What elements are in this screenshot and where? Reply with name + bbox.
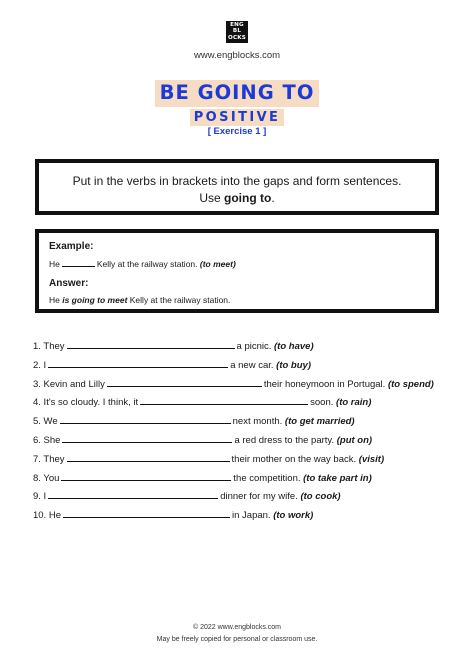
instructions-box <box>35 159 439 215</box>
exercise-after: the competition. <box>233 472 301 484</box>
answer-blank[interactable] <box>67 451 230 462</box>
example-before: He <box>49 259 60 269</box>
site-url[interactable]: www.engblocks.com <box>193 50 281 61</box>
exercise-item-5 <box>33 413 453 432</box>
example-sentence <box>49 258 435 269</box>
exercise-after: dinner for my wife. <box>220 491 298 503</box>
exercise-item-8 <box>33 470 453 489</box>
logo-line-3: OCKS <box>227 34 247 41</box>
exercise-before: 3. Kevin and Lilly <box>33 378 105 390</box>
subtitle-wrap <box>0 108 474 126</box>
logo-line-1: ENG <box>230 22 244 28</box>
exercise-item-10 <box>33 507 453 526</box>
exercise-verb: (put on) <box>336 434 373 446</box>
answer-blank[interactable] <box>48 357 228 368</box>
exercise-verb: (visit) <box>358 453 385 465</box>
exercise-verb: (to have) <box>274 341 314 352</box>
answer-blank[interactable] <box>48 488 218 499</box>
exercise-after: soon. <box>310 397 334 409</box>
exercise-verb: (to get married) <box>284 416 355 428</box>
page-title: BE GOING TO <box>155 80 320 107</box>
exercise-item-4 <box>33 394 453 413</box>
exercise-verb: (to work) <box>273 510 314 522</box>
exercise-before: 7. They <box>33 453 65 465</box>
exercise-after: a picnic. <box>236 341 272 352</box>
exercise-after: a new car. <box>230 359 274 371</box>
exercise-verb: (to rain) <box>336 397 372 409</box>
answer-bold: is going to meet <box>62 295 128 305</box>
exercise-before: 10. He <box>33 510 61 522</box>
instructions-prefix: Use <box>199 191 224 205</box>
logo-line-2: BL <box>232 28 242 35</box>
exercise-item-6 <box>33 432 453 451</box>
instructions-suffix: . <box>271 191 275 205</box>
exercise-item-9 <box>33 488 453 507</box>
answer-sentence <box>49 295 435 305</box>
example-verb: (to meet) <box>199 259 236 269</box>
title-wrap <box>0 80 474 107</box>
example-gap <box>62 258 95 267</box>
exercise-before: 4. It's so cloudy. I think, it <box>33 397 139 409</box>
exercise-before: 1. They <box>33 341 65 352</box>
exercise-item-1 <box>33 338 453 357</box>
exercise-item-3 <box>33 376 453 395</box>
page-subtitle: POSITIVE <box>190 109 285 126</box>
example-after: Kelly at the railway station. <box>96 259 198 269</box>
exercise-after: next month. <box>232 416 283 428</box>
engblocks-logo <box>226 21 248 43</box>
instructions-line-2 <box>39 190 435 207</box>
exercise-before: 5. We <box>33 416 58 428</box>
exercise-item-7 <box>33 451 453 470</box>
footer-note: May be freely copied for personal or classroom use. <box>156 636 318 643</box>
exercise-after: their honeymoon in Portugal. <box>263 378 386 390</box>
footer-copyright: © 2022 www.engblocks.com <box>192 624 282 631</box>
answer-blank[interactable] <box>60 413 231 424</box>
exercise-verb: (to take part in) <box>303 472 372 484</box>
example-label: Example: <box>49 241 94 252</box>
exercise-label: [ Exercise 1 ] <box>207 126 267 137</box>
exercise-after: their mother on the way back. <box>231 453 357 465</box>
answer-blank[interactable] <box>107 376 262 387</box>
answer-blank[interactable] <box>140 394 308 405</box>
exercise-before: 2. I <box>33 359 47 371</box>
answer-blank[interactable] <box>61 470 231 481</box>
exercise-after: a red dress to the party. <box>234 434 335 446</box>
answer-label: Answer: <box>49 278 89 289</box>
answer-after: Kelly at the railway station. <box>127 295 231 305</box>
instructions-line-1: Put in the verbs in brackets into the gaps and form sentences. <box>72 174 402 188</box>
exercise-verb: (to buy) <box>276 359 311 371</box>
exercise-before: 8. You <box>33 472 60 484</box>
exercise-after: in Japan. <box>232 510 271 522</box>
exercise-list <box>33 338 453 526</box>
answer-blank[interactable] <box>62 432 232 443</box>
example-box <box>35 229 439 313</box>
exercise-verb: (to spend) <box>387 378 434 390</box>
answer-before: He <box>49 295 63 305</box>
exercise-verb: (to cook) <box>300 491 341 503</box>
exercise-item-2 <box>33 357 453 376</box>
exercise-before: 9. I <box>33 491 47 503</box>
answer-blank[interactable] <box>63 507 230 518</box>
exercise-before: 6. She <box>33 434 61 446</box>
instructions-keyword: going to <box>224 191 272 205</box>
answer-blank[interactable] <box>67 338 235 349</box>
